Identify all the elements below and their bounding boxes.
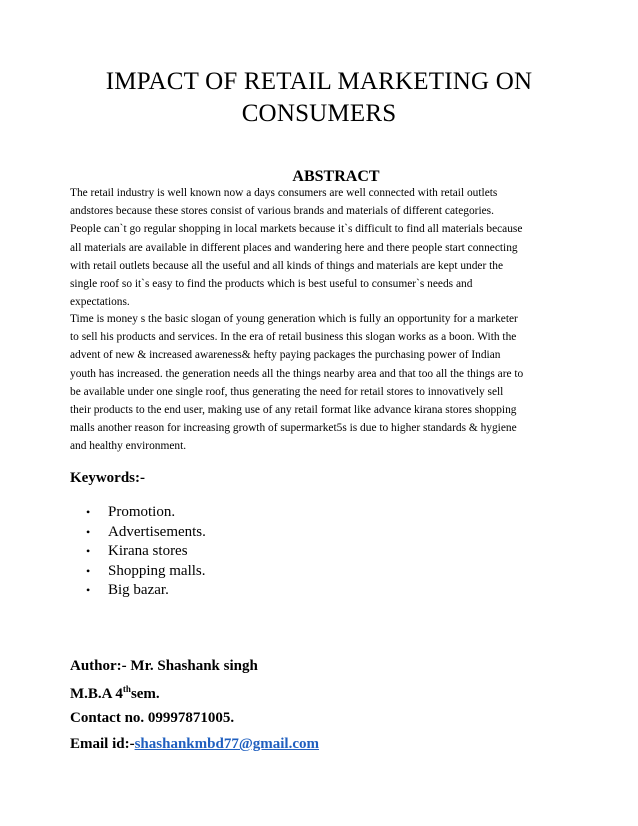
course-prefix: M.B.A 4 bbox=[70, 686, 123, 702]
paragraph-line: Time is money s the basic slogan of young generation which is fully an opportunity for a marketer bbox=[70, 313, 518, 325]
bullet-icon: • bbox=[86, 563, 91, 578]
email-line bbox=[70, 736, 319, 753]
keywords-list bbox=[70, 503, 206, 601]
paragraph-line: single roof so it`s easy to find the products which is best useful to consumer`s needs and bbox=[70, 278, 473, 291]
paragraph-line: be available under one single roof, thus generating the need for retail stores to innovatively sell bbox=[70, 385, 504, 398]
abstract-heading: ABSTRACT bbox=[292, 168, 380, 185]
bullet-icon: • bbox=[86, 583, 91, 597]
paragraph-line: all materials are available in different places and wandering here and there people start connecting bbox=[70, 241, 518, 254]
keyword-item bbox=[70, 542, 206, 562]
bullet-icon: • bbox=[86, 524, 91, 539]
keyword-item bbox=[70, 503, 206, 523]
course-suffix: sem. bbox=[130, 686, 160, 702]
course-line bbox=[70, 684, 160, 703]
bullet-icon: • bbox=[86, 544, 91, 558]
paragraph-line: advent of new & increased awareness& hefty paying packages the purchasing power of Indian bbox=[70, 349, 501, 362]
keywords-heading: Keywords:- bbox=[70, 470, 145, 486]
paragraph-line: youth has increased. the generation needs all the things nearby area and that too all the things are to bbox=[70, 367, 524, 380]
keyword-item bbox=[70, 581, 206, 601]
email-label: Email id:- bbox=[70, 736, 135, 752]
bullet-icon: • bbox=[86, 505, 91, 519]
document-title bbox=[60, 66, 578, 130]
email-link[interactable]: shashankmbd77@gmail.com bbox=[134, 736, 320, 752]
course-superscript: th bbox=[122, 684, 131, 694]
keyword-text: Big bazar. bbox=[108, 582, 169, 598]
paragraph-line: andstores because these stores consist of various brands and materials of different categories. bbox=[70, 205, 494, 218]
paragraph-line: The retail industry is well known now a days consumers are well connected with retail outlets bbox=[70, 187, 498, 199]
keyword-text: Kirana stores bbox=[108, 543, 188, 559]
paragraph-line: and healthy environment. bbox=[70, 440, 187, 453]
paragraph-line: expectations. bbox=[70, 296, 130, 309]
keyword-text: Advertisements. bbox=[108, 523, 206, 540]
contact-line: Contact no. 09997871005. bbox=[70, 710, 235, 726]
paragraph-line: People can`t go regular shopping in local markets because it`s difficult to find all materials because bbox=[70, 223, 523, 236]
title-line-2: CONSUMERS bbox=[241, 100, 397, 127]
paragraph-line: malls another reason for increasing growth of supermarket5s is due to higher standards & hygiene bbox=[70, 422, 517, 435]
abstract-paragraph-1 bbox=[70, 184, 570, 311]
paragraph-line: with retail outlets because all the useful and all kinds of things and materials are kept under the bbox=[70, 259, 504, 272]
keyword-item bbox=[70, 523, 206, 543]
keyword-text: Shopping malls. bbox=[108, 562, 206, 579]
author-line: Author:- Mr. Shashank singh bbox=[70, 658, 258, 674]
paragraph-line: to sell his products and services. In the era of retail business this slogan works as a boon. With the bbox=[70, 331, 517, 344]
keyword-text: Promotion. bbox=[108, 504, 176, 520]
title-line-1: IMPACT OF RETAIL MARKETING ON bbox=[105, 68, 533, 95]
abstract-paragraph-2 bbox=[70, 310, 570, 456]
keyword-item bbox=[70, 562, 206, 582]
paragraph-line: their products to the end user, making use of any retail format like advance kirana stores shopping bbox=[70, 404, 517, 417]
